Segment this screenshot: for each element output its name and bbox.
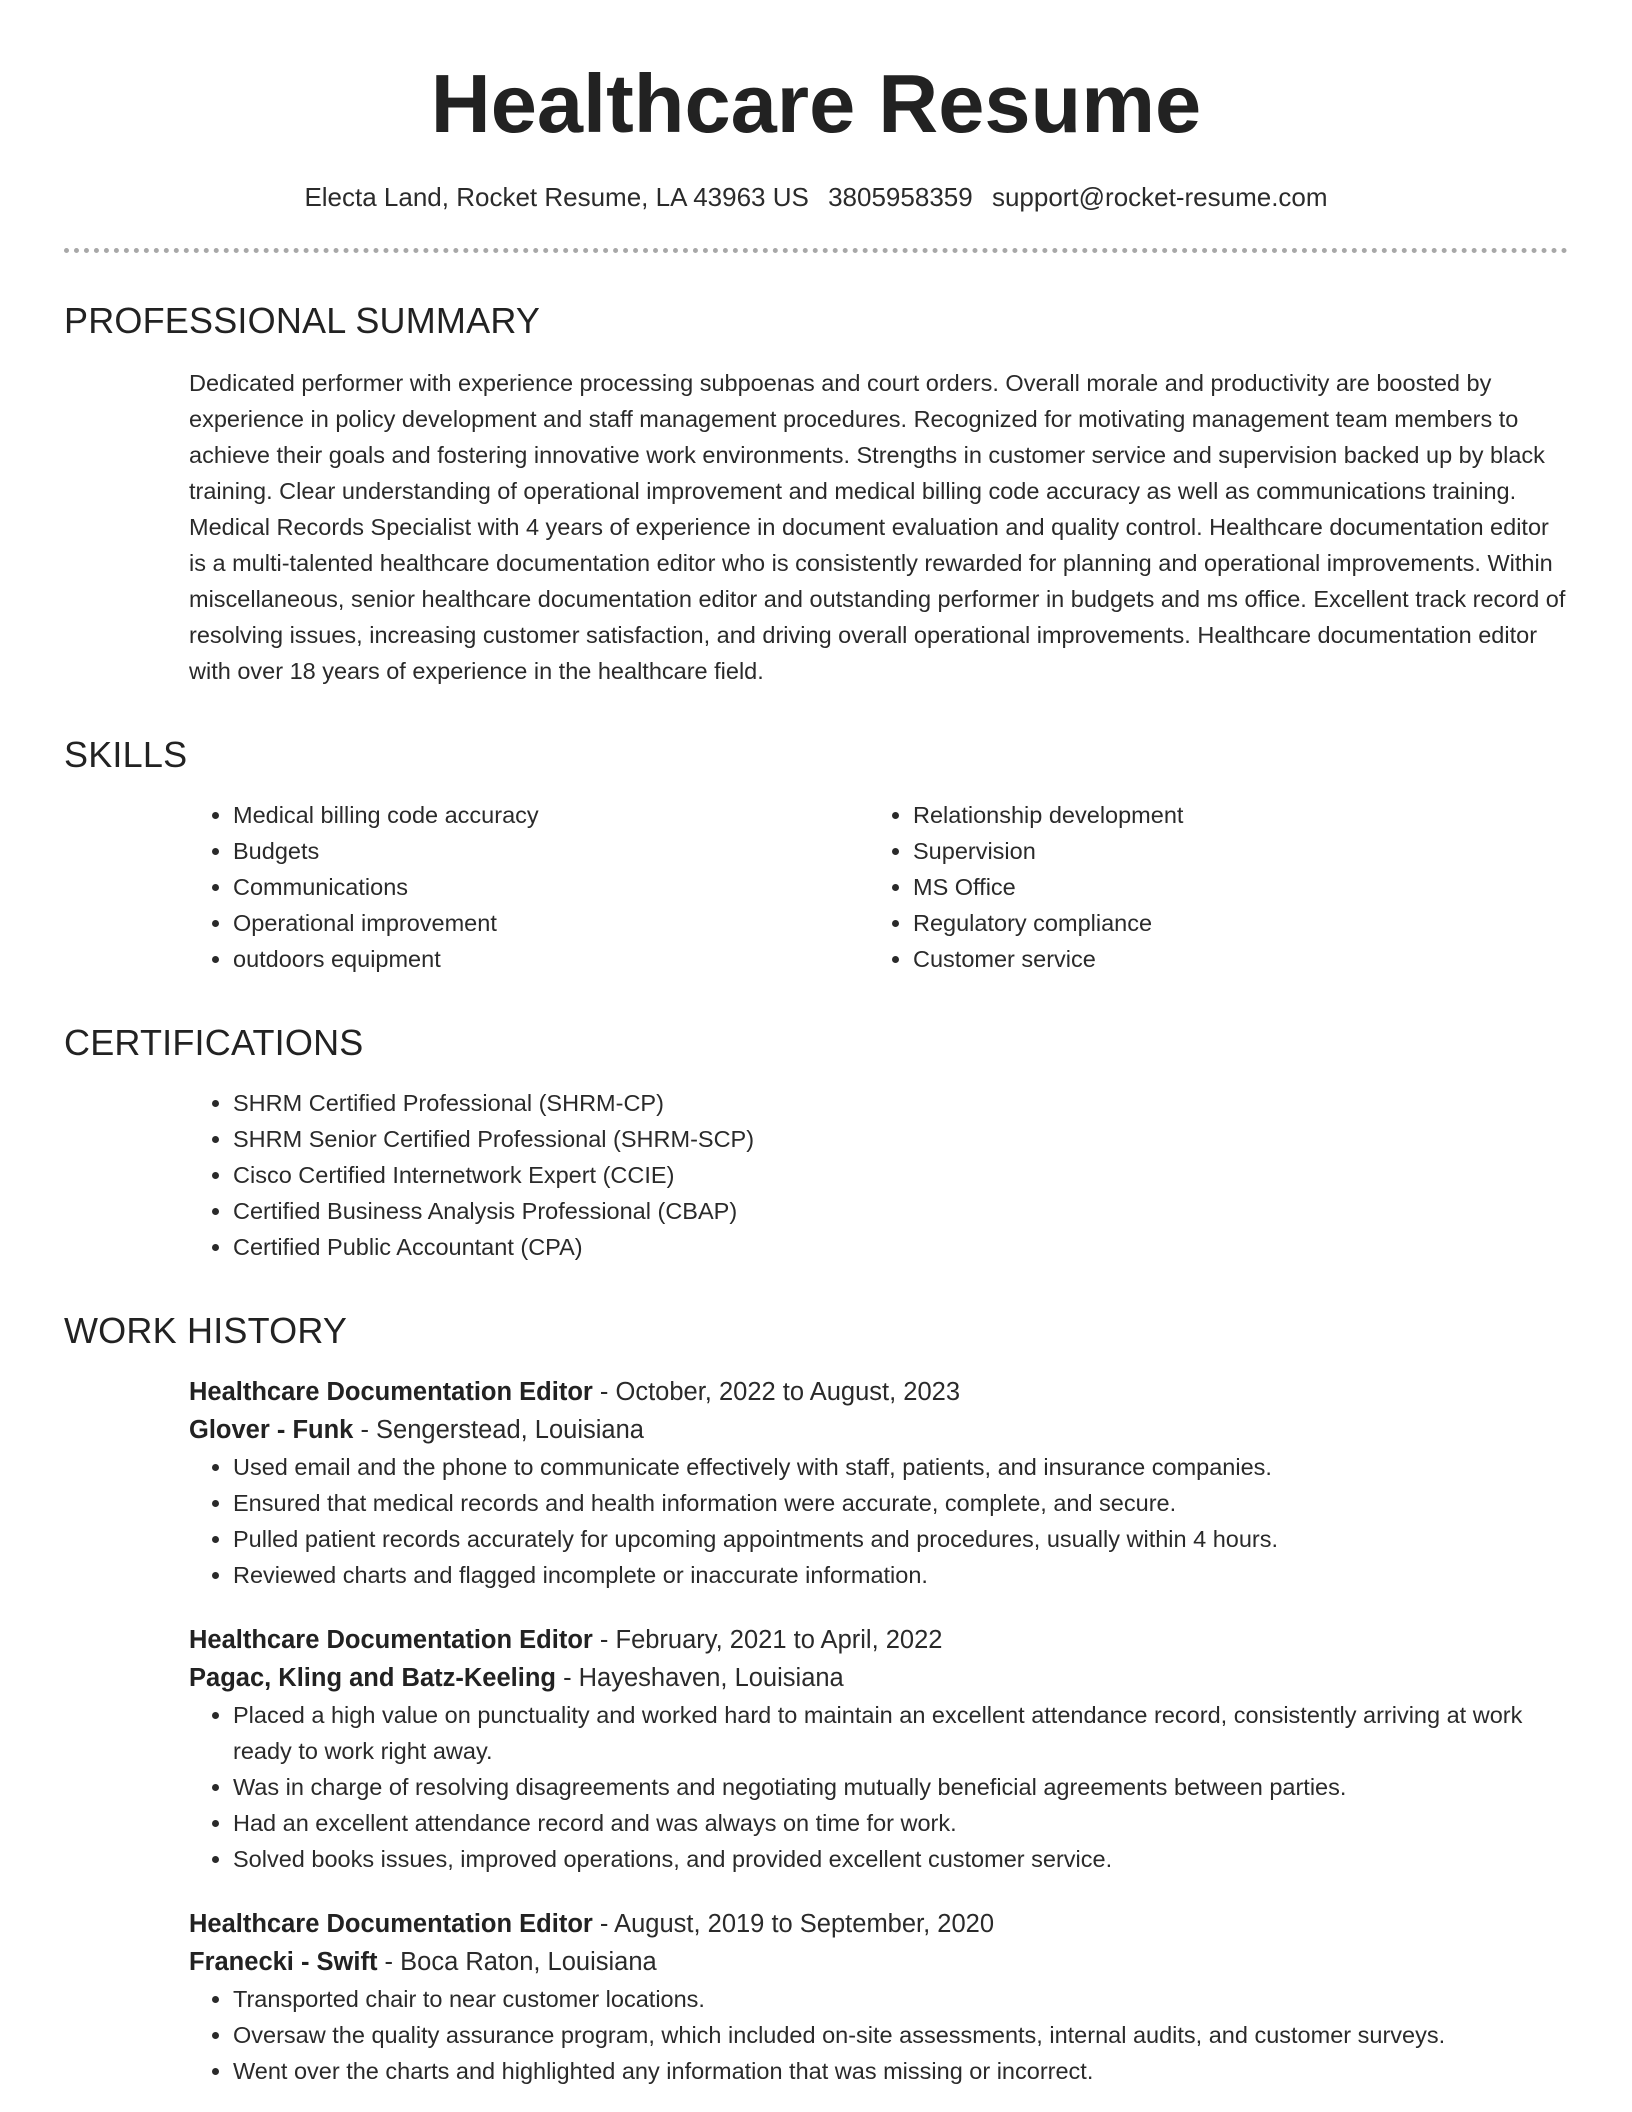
skill-item: • Operational improvement [233,905,869,941]
job-role: Healthcare Documentation Editor [189,1626,593,1654]
job-duty: • Ensured that medical records and health information were accurate, complete, and secure. [233,1485,1568,1521]
job-role: Healthcare Documentation Editor [189,1910,593,1938]
job-duty: • Had an excellent attendance record and was always on time for work. [233,1805,1568,1841]
job-role: Healthcare Documentation Editor [189,1378,593,1406]
job-location: - Sengerstead, Louisiana [353,1416,644,1444]
job-dates: - October, 2022 to August, 2023 [592,1378,961,1406]
job-duty: • Placed a high value on punctuality and worked hard to maintain an excellent attendance record, consistently arriving at work ready to work right away. [233,1697,1568,1769]
summary-text: Dedicated performer with experience processing subpoenas and court orders. Overall morale and productivity are boosted by experience in policy development and staff management procedures. Recognized for motivating management team members to achieve their goals and fostering innovative work environments. Strengths in customer service and supervision backed up by black training. Clear understanding of operational improvement and medical billing code accuracy as well as communications training. Medical Records Specialist with 4 years of experience in document evaluation and quality control. Healthcare documentation editor is a multi-talented healthcare documentation editor who is consistently rewarded for planning and operational improvements. Within miscellaneous, senior healthcare documentation editor and outstanding performer in budgets and ms office. Excellent track record of resolving issues, increasing customer satisfaction, and driving overall operational improvements. Healthcare documentation editor with over 18 years of experience in the healthcare field. [189,370,1566,684]
job-entry [189,1905,1568,2089]
skill-item: • MS Office [913,869,1549,905]
job-duties [189,1981,1568,2089]
contact-email: support@rocket-resume.com [991,182,1328,212]
skill-item: • Supervision [913,833,1549,869]
job-dates: - February, 2021 to April, 2022 [592,1626,943,1654]
certification-item: • SHRM Senior Certified Professional (SHRM-SCP) [233,1121,1568,1157]
job-company: Pagac, Kling and Batz-Keeling [189,1664,556,1692]
summary-heading: PROFESSIONAL SUMMARY [64,300,541,341]
job-company-line [189,1411,1568,1449]
job-duty: • Went over the charts and highlighted any information that was missing or incorrect. [233,2053,1568,2089]
skill-item: • outdoors equipment [233,941,869,977]
certifications-list [189,1085,1568,1265]
job-duty: • Reviewed charts and flagged incomplete or inaccurate information. [233,1557,1568,1593]
job-duty: • Solved books issues, improved operations, and provided excellent customer service. [233,1841,1568,1877]
job-duties [189,1697,1568,1877]
job-title-line [189,1621,1568,1659]
job-duty: • Used email and the phone to communicate effectively with staff, patients, and insurance companies. [233,1449,1568,1485]
job-location: - Boca Raton, Louisiana [377,1948,657,1976]
skill-item: • Medical billing code accuracy [233,797,869,833]
job-entry [189,1373,1568,1593]
contact-phone: 3805958359 [828,182,973,212]
job-company: Glover - Funk [189,1416,354,1444]
job-title-line [189,1373,1568,1411]
job-dates: - August, 2019 to September, 2020 [592,1910,995,1938]
header-divider [64,248,1568,253]
skill-item: • Customer service [913,941,1549,977]
job-duty: • Pulled patient records accurately for upcoming appointments and procedures, usually within 4 hours. [233,1521,1568,1557]
certification-item: • Cisco Certified Internetwork Expert (CCIE) [233,1157,1568,1193]
resume-title: Healthcare Resume [430,57,1202,150]
job-duty: • Was in charge of resolving disagreements and negotiating mutually beneficial agreements between parties. [233,1769,1568,1805]
resume-page [64,0,1568,2089]
skill-item: • Relationship development [913,797,1549,833]
certification-item: • Certified Public Accountant (CPA) [233,1229,1568,1265]
job-duties [189,1449,1568,1593]
skills-column-left [189,797,869,977]
job-company-line [189,1943,1568,1981]
job-company: Franecki - Swift [189,1948,378,1976]
job-title-line [189,1905,1568,1943]
job-duty: • Transported chair to near customer locations. [233,1981,1568,2017]
job-entry [189,1621,1568,1877]
certification-item: • SHRM Certified Professional (SHRM-CP) [233,1085,1568,1121]
skills-heading: SKILLS [64,734,188,775]
skill-item: • Regulatory compliance [913,905,1549,941]
certification-item: • Certified Business Analysis Professional (CBAP) [233,1193,1568,1229]
job-location: - Hayeshaven, Louisiana [555,1664,844,1692]
skills-list [189,797,1568,977]
contact-address: Electa Land, Rocket Resume, LA 43963 US [304,182,809,212]
certifications-heading: CERTIFICATIONS [64,1022,364,1063]
skills-column-right [869,797,1549,977]
job-duty: • Oversaw the quality assurance program, which included on-site assessments, internal audits, and customer surveys. [233,2017,1568,2053]
work-history-heading: WORK HISTORY [64,1310,348,1351]
contact-line [64,180,1568,214]
job-company-line [189,1659,1568,1697]
skill-item: • Communications [233,869,869,905]
skill-item: • Budgets [233,833,869,869]
